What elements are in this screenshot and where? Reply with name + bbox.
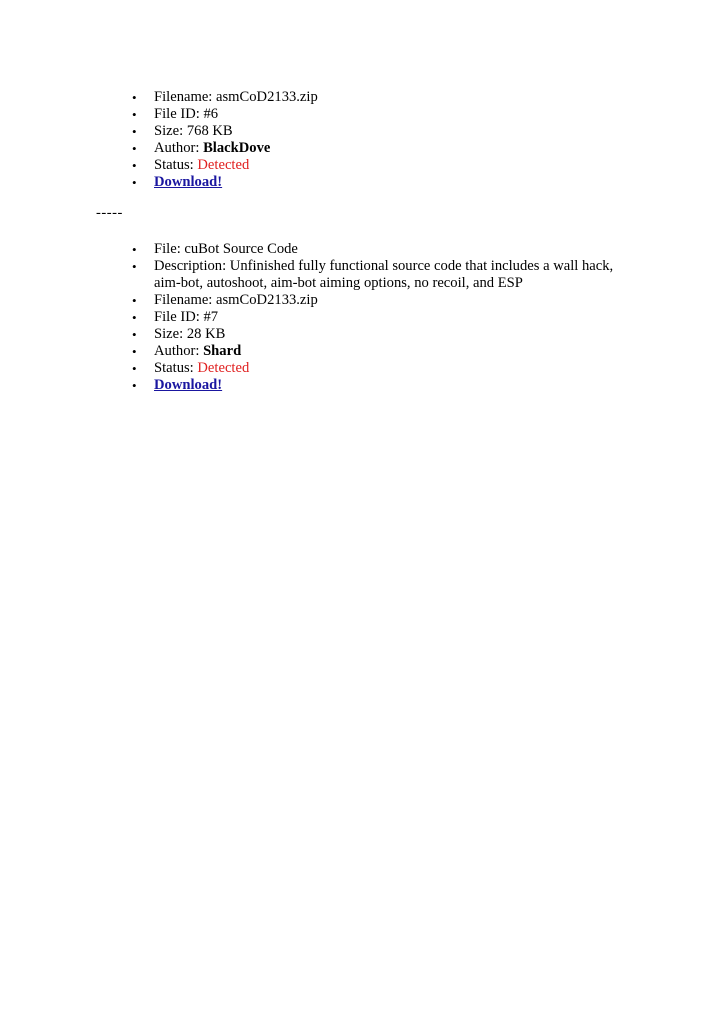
size-label: Size:	[154, 123, 187, 139]
description-line-2: aim-bot, autoshoot, aim-bot aiming options, no recoil, and ESP	[154, 275, 523, 291]
filename-label: Filename:	[154, 89, 217, 105]
list-item-status	[132, 157, 632, 174]
list-item-download	[132, 174, 632, 191]
bullet-icon: •	[132, 378, 137, 393]
list-item-filename	[132, 292, 632, 309]
list-item-size	[132, 326, 632, 343]
list-item-author	[132, 343, 632, 360]
size-value: 28 KB	[186, 326, 226, 342]
list-item-file-id	[132, 309, 632, 326]
download-link[interactable]: Download!	[154, 174, 223, 190]
author-label: Author:	[154, 343, 204, 359]
author-value: Shard	[203, 343, 242, 359]
bullet-icon: •	[132, 242, 137, 257]
download-link[interactable]: Download!	[154, 377, 223, 393]
bullet-icon: •	[132, 327, 137, 342]
file-id-label: File ID:	[154, 309, 204, 325]
bullet-icon: •	[132, 293, 137, 308]
list-item-size	[132, 123, 632, 140]
list-item-author	[132, 140, 632, 157]
list-item-file-id	[132, 106, 632, 123]
bullet-icon: •	[132, 361, 137, 376]
size-label: Size:	[154, 326, 187, 342]
filename-label: Filename:	[154, 292, 217, 308]
status-label: Status:	[154, 157, 198, 173]
bullet-icon: •	[132, 175, 137, 190]
status-label: Status:	[154, 360, 198, 376]
description-line-1: Unfinished fully functional source code that includes a wall hack,	[229, 258, 614, 274]
bullet-icon: •	[132, 141, 137, 156]
file-label: File:	[154, 241, 185, 257]
file-info-list-7	[132, 241, 632, 394]
author-label: Author:	[154, 140, 204, 156]
file-id-value: #6	[203, 106, 219, 122]
separator-text: -----	[96, 205, 123, 221]
status-badge: Detected	[197, 360, 250, 376]
file-info-list-6	[132, 89, 632, 191]
bullet-icon: •	[132, 158, 137, 173]
file-value: cuBot Source Code	[184, 241, 298, 257]
bullet-icon: •	[132, 344, 137, 359]
filename-value: asmCoD2133.zip	[216, 292, 318, 308]
bullet-icon: •	[132, 107, 137, 122]
filename-value: asmCoD2133.zip	[216, 89, 318, 105]
list-item-download	[132, 377, 632, 394]
list-item-file	[132, 241, 632, 258]
list-item-filename	[132, 89, 632, 106]
bullet-icon: •	[132, 310, 137, 325]
file-id-value: #7	[203, 309, 219, 325]
bullet-icon: •	[132, 259, 137, 274]
list-item-description	[132, 258, 632, 292]
author-value: BlackDove	[203, 140, 271, 156]
bullet-icon: •	[132, 90, 137, 105]
status-badge: Detected	[197, 157, 250, 173]
description-label: Description:	[154, 258, 230, 274]
size-value: 768 KB	[186, 123, 233, 139]
bullet-icon: •	[132, 124, 137, 139]
list-item-status	[132, 360, 632, 377]
file-id-label: File ID:	[154, 106, 204, 122]
